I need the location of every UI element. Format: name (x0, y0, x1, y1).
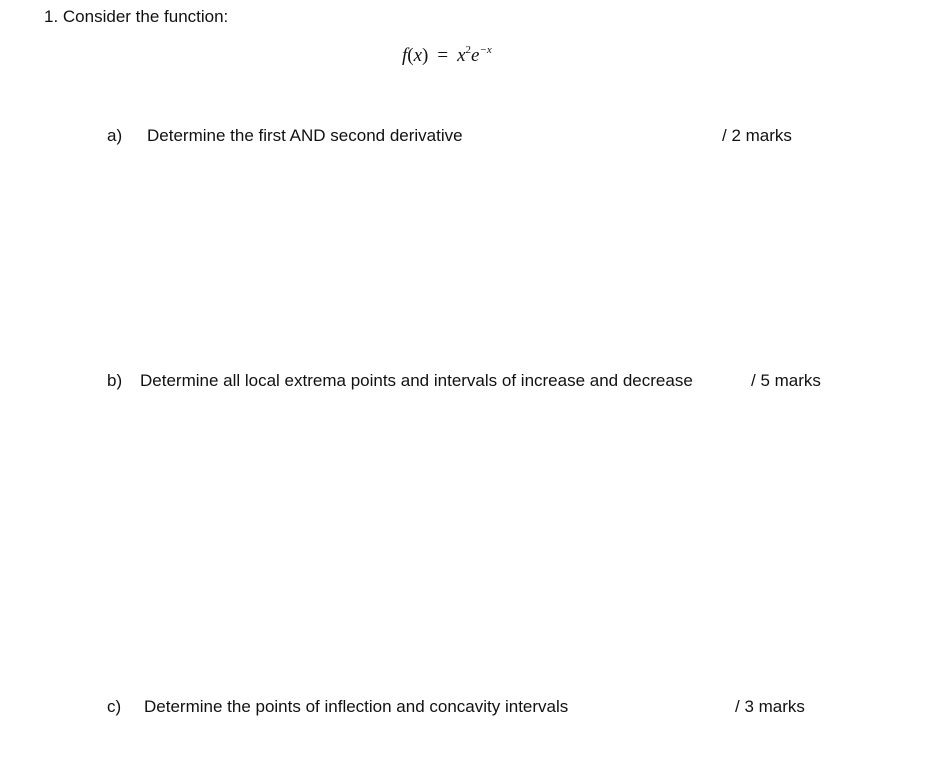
formula-exp-power: −x (479, 43, 492, 56)
formula-equals: = (437, 45, 449, 66)
part-c-text: Determine the points of inflection and concavity intervals (144, 697, 569, 716)
part-a-marks: / 2 marks (722, 126, 792, 145)
formula-base: x (457, 45, 466, 66)
formula-exp-base: e (471, 45, 480, 66)
question-title: 1. Consider the function: (44, 7, 229, 26)
formula-paren-open: ( (407, 45, 414, 66)
function-formula (402, 44, 492, 68)
formula-function-name: f (402, 45, 408, 66)
part-a-label: a) (107, 126, 123, 145)
part-b-text: Determine all local extrema points and intervals of increase and decrease (140, 371, 693, 390)
part-c-marks: / 3 marks (735, 697, 805, 716)
formula-paren-close: ) (422, 45, 429, 66)
formula-variable: x (413, 45, 423, 66)
part-b-label: b) (107, 371, 123, 390)
part-a-text: Determine the first AND second derivative (147, 126, 463, 145)
part-c-label: c) (107, 697, 122, 716)
part-b-marks: / 5 marks (751, 371, 821, 390)
formula-base-exponent: 2 (465, 43, 472, 56)
